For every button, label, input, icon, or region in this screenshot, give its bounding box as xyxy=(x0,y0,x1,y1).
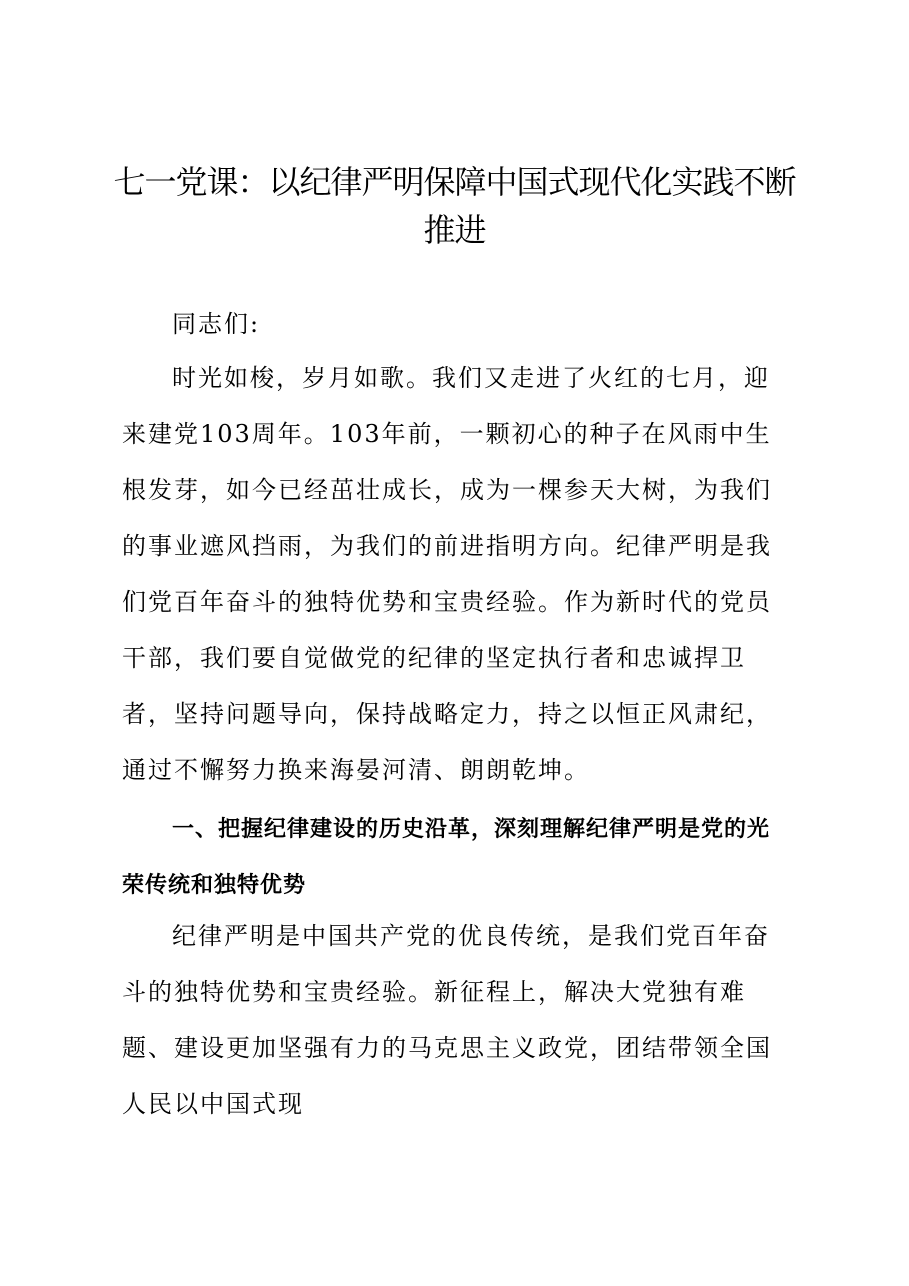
document-title: 七一党课：以纪律严明保障中国式现代化实践不断推进 xyxy=(113,163,796,249)
paragraph-1: 时光如梭，岁月如歌。我们又走进了火红的七月，迎来建党103周年。103年前，一颗初心的种子在风雨中生根发芽，如今已经茁壮成长，成为一棵参天大树，为我们的事业遮风挡雨，为我们的前进指明方向。纪律严明是我们党百年奋斗的独特优势和宝贵经验。作为新时代的党员干部，我们要自觉做党的纪律的坚定执行者和忠诚捍卫者，坚持问题导向，保持战略定力，持之以恒正风肃纪，通过不懈努力换来海晏河清、朗朗乾坤。 xyxy=(122,364,772,784)
paragraph-2: 纪律严明是中国共产党的优良传统，是我们党百年奋斗的独特优势和宝贵经验。新征程上，解决大党独有难题、建设更加坚强有力的马克思主义政党，团结带领全国人民以中国式现 xyxy=(122,922,772,1118)
salutation: 同志们: xyxy=(172,310,261,338)
section-heading-1: 一、把握纪律建设的历史沿革，深刻理解纪律严明是党的光荣传统和独特优势 xyxy=(122,817,771,898)
